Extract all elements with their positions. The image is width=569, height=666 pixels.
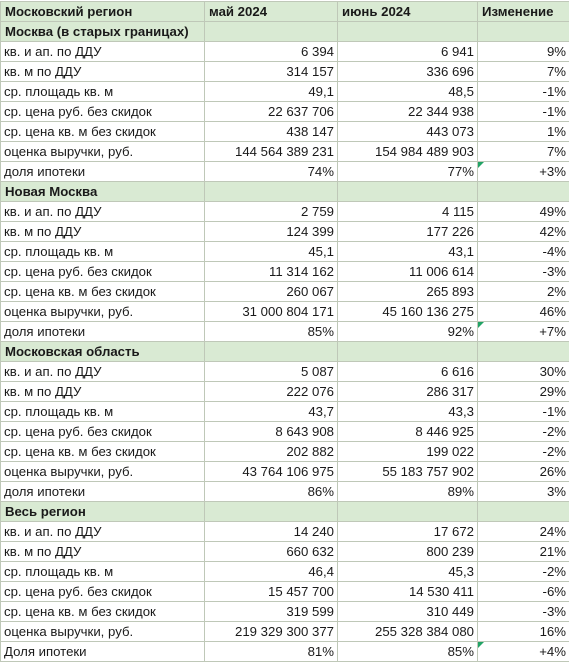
section-empty-cell [478,342,569,362]
june-value: 265 893 [338,282,478,302]
table-row [1,202,569,222]
change-value: -6% [478,582,569,602]
table-row [1,162,569,182]
june-value: 800 239 [338,542,478,562]
table-body [1,2,569,662]
may-value: 85% [205,322,338,342]
may-value: 31 000 804 171 [205,302,338,322]
may-value: 74% [205,162,338,182]
row-label: оценка выручки, руб. [1,462,205,482]
may-value: 438 147 [205,122,338,142]
table-row [1,62,569,82]
header-may: май 2024 [205,2,338,22]
section-row [1,502,569,522]
section-empty-cell [205,182,338,202]
change-value: -1% [478,82,569,102]
row-label: Доля ипотеки [1,642,205,662]
change-value: 24% [478,522,569,542]
june-value: 199 022 [338,442,478,462]
june-value: 89% [338,482,478,502]
may-value: 46,4 [205,562,338,582]
may-value: 81% [205,642,338,662]
row-label: кв. и ап. по ДДУ [1,42,205,62]
table-row [1,322,569,342]
table-row [1,622,569,642]
row-label: ср. площадь кв. м [1,82,205,102]
may-value: 260 067 [205,282,338,302]
table-row [1,362,569,382]
may-value: 314 157 [205,62,338,82]
change-value: 7% [478,62,569,82]
table-row [1,122,569,142]
row-label: оценка выручки, руб. [1,302,205,322]
row-label: кв. и ап. по ДДУ [1,362,205,382]
row-label: доля ипотеки [1,482,205,502]
may-value: 15 457 700 [205,582,338,602]
table-row [1,562,569,582]
table-row [1,482,569,502]
table-row [1,102,569,122]
section-row [1,342,569,362]
change-value: 2% [478,282,569,302]
june-value: 92% [338,322,478,342]
table-row [1,442,569,462]
june-value: 11 006 614 [338,262,478,282]
row-label: кв. м по ДДУ [1,222,205,242]
change-value [478,162,569,182]
may-value: 144 564 389 231 [205,142,338,162]
row-label: доля ипотеки [1,322,205,342]
change-value: -3% [478,262,569,282]
may-value: 6 394 [205,42,338,62]
change-value: -2% [478,422,569,442]
may-value: 43 764 106 975 [205,462,338,482]
june-value: 43,1 [338,242,478,262]
section-title: Весь регион [1,502,205,522]
section-title: Московская область [1,342,205,362]
change-value: -1% [478,102,569,122]
section-empty-cell [205,502,338,522]
june-value: 45,3 [338,562,478,582]
table-row [1,42,569,62]
error-indicator-icon [478,322,484,328]
row-label: ср. цена руб. без скидок [1,102,205,122]
june-value: 43,3 [338,402,478,422]
row-label: ср. цена кв. м без скидок [1,442,205,462]
change-value [478,322,569,342]
section-empty-cell [338,502,478,522]
table-row [1,82,569,102]
change-value: 42% [478,222,569,242]
may-value: 219 329 300 377 [205,622,338,642]
may-value: 660 632 [205,542,338,562]
row-label: оценка выручки, руб. [1,622,205,642]
table-row [1,582,569,602]
change-value: 26% [478,462,569,482]
header-region: Московский регион [1,2,205,22]
change-value: -3% [478,602,569,622]
june-value: 6 616 [338,362,478,382]
change-text: +4% [539,644,566,659]
june-value: 17 672 [338,522,478,542]
section-empty-cell [478,22,569,42]
june-value: 48,5 [338,82,478,102]
june-value: 443 073 [338,122,478,142]
change-value: 46% [478,302,569,322]
table-row [1,602,569,622]
section-title: Москва (в старых границах) [1,22,205,42]
row-label: доля ипотеки [1,162,205,182]
row-label: ср. площадь кв. м [1,562,205,582]
table-row [1,262,569,282]
header-row [1,2,569,22]
row-label: оценка выручки, руб. [1,142,205,162]
change-value: -1% [478,402,569,422]
change-value: -4% [478,242,569,262]
may-value: 202 882 [205,442,338,462]
june-value: 154 984 489 903 [338,142,478,162]
june-value: 310 449 [338,602,478,622]
row-label: ср. цена руб. без скидок [1,262,205,282]
section-empty-cell [478,182,569,202]
june-value: 14 530 411 [338,582,478,602]
may-value: 124 399 [205,222,338,242]
may-value: 49,1 [205,82,338,102]
change-value: -2% [478,562,569,582]
table-row [1,642,569,662]
row-label: кв. м по ДДУ [1,62,205,82]
table-row [1,402,569,422]
june-value: 286 317 [338,382,478,402]
may-value: 8 643 908 [205,422,338,442]
section-row [1,182,569,202]
change-value: 30% [478,362,569,382]
change-value: 16% [478,622,569,642]
june-value: 77% [338,162,478,182]
section-empty-cell [205,22,338,42]
change-value: 1% [478,122,569,142]
change-value: 9% [478,42,569,62]
row-label: кв. и ап. по ДДУ [1,202,205,222]
may-value: 14 240 [205,522,338,542]
header-june: июнь 2024 [338,2,478,22]
change-value: 21% [478,542,569,562]
row-label: ср. площадь кв. м [1,402,205,422]
row-label: ср. цена кв. м без скидок [1,122,205,142]
row-label: кв. и ап. по ДДУ [1,522,205,542]
change-value: 49% [478,202,569,222]
table-row [1,282,569,302]
section-empty-cell [338,182,478,202]
header-change: Изменение [478,2,569,22]
june-value: 85% [338,642,478,662]
june-value: 45 160 136 275 [338,302,478,322]
change-value: 29% [478,382,569,402]
change-value: -2% [478,442,569,462]
june-value: 6 941 [338,42,478,62]
may-value: 2 759 [205,202,338,222]
may-value: 5 087 [205,362,338,382]
change-value [478,642,569,662]
table-row [1,142,569,162]
may-value: 222 076 [205,382,338,402]
june-value: 177 226 [338,222,478,242]
row-label: ср. цена руб. без скидок [1,582,205,602]
change-value: 3% [478,482,569,502]
may-value: 22 637 706 [205,102,338,122]
june-value: 8 446 925 [338,422,478,442]
may-value: 11 314 162 [205,262,338,282]
table-row [1,222,569,242]
table-row [1,542,569,562]
table-row [1,422,569,442]
change-text: +7% [539,324,566,339]
section-empty-cell [478,502,569,522]
june-value: 22 344 938 [338,102,478,122]
june-value: 255 328 384 080 [338,622,478,642]
may-value: 319 599 [205,602,338,622]
error-indicator-icon [478,162,484,168]
row-label: ср. площадь кв. м [1,242,205,262]
section-empty-cell [205,342,338,362]
row-label: ср. цена руб. без скидок [1,422,205,442]
change-value: 7% [478,142,569,162]
june-value: 336 696 [338,62,478,82]
section-title: Новая Москва [1,182,205,202]
data-table [0,1,569,662]
table-row [1,462,569,482]
table-row [1,242,569,262]
may-value: 43,7 [205,402,338,422]
june-value: 55 183 757 902 [338,462,478,482]
table-row [1,382,569,402]
row-label: ср. цена кв. м без скидок [1,602,205,622]
row-label: ср. цена кв. м без скидок [1,282,205,302]
change-text: +3% [539,164,566,179]
section-empty-cell [338,342,478,362]
error-indicator-icon [478,642,484,648]
section-empty-cell [338,22,478,42]
row-label: кв. м по ДДУ [1,382,205,402]
section-row [1,22,569,42]
table-row [1,302,569,322]
row-label: кв. м по ДДУ [1,542,205,562]
table-row [1,522,569,542]
june-value: 4 115 [338,202,478,222]
may-value: 45,1 [205,242,338,262]
may-value: 86% [205,482,338,502]
